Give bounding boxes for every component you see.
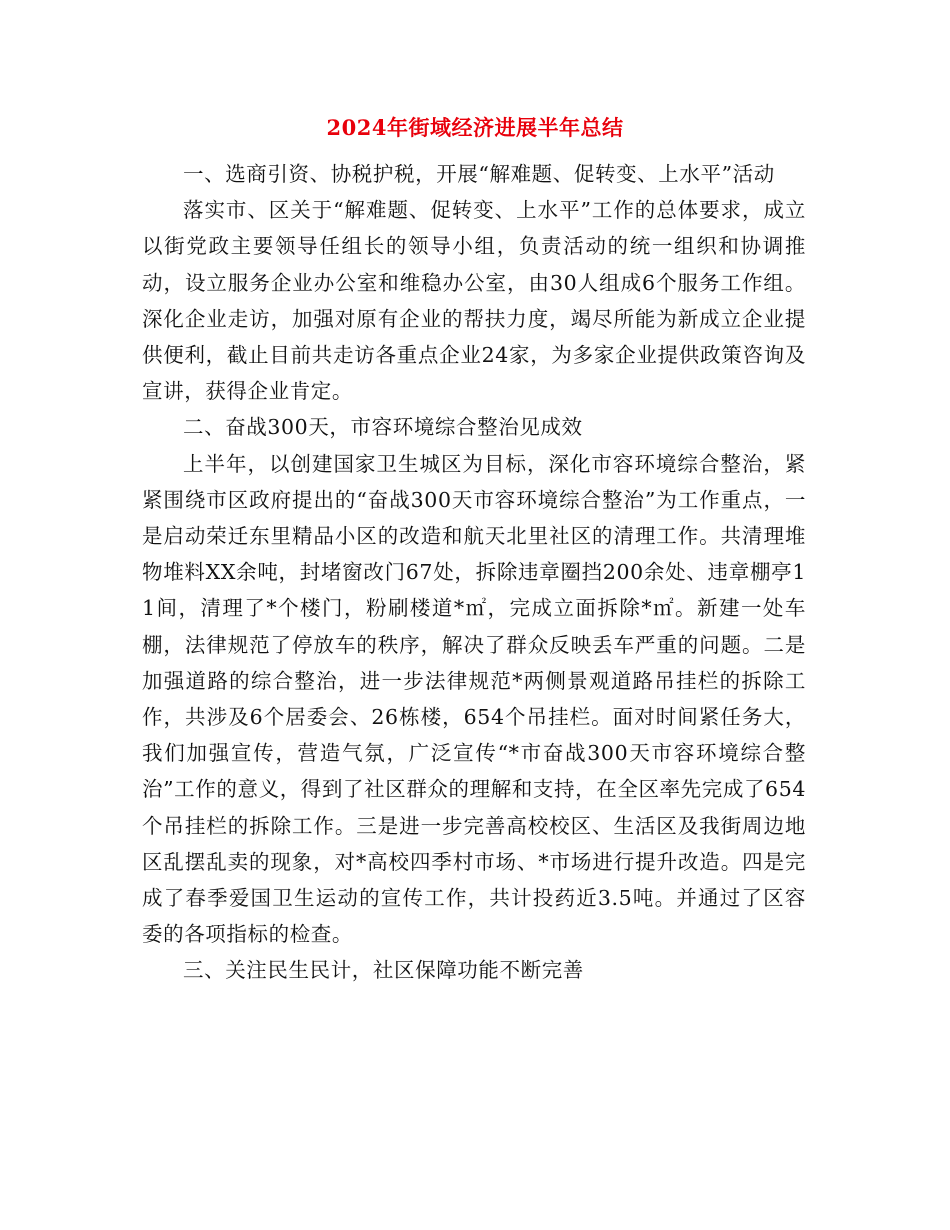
section-heading-2: 二、奋战300天，市容环境综合整治见成效 xyxy=(183,415,583,440)
section-heading-3: 三、关注民生民计，社区保障功能不断完善 xyxy=(183,958,584,983)
document-body xyxy=(142,156,806,989)
section-heading-1: 一、选商引资、协税护税，开展“解难题、促转变、上水平”活动 xyxy=(183,162,775,186)
paragraph-1: 落实市、区关于“解难题、促转变、上水平”工作的总体要求，成立以街党政主要领导任组长的领导小组，负责活动的统一组织和协调推动，设立服务企业办公室和维稳办公室，由30人组成6个服务工作组。深化企业走访，加强对原有企业的帮扶力度，竭尽所能为新成立企业提供便利，截止目前共走访各重点企业24家，为多家企业提供政策咨询及宣讲，获得企业肯定。 xyxy=(142,198,806,404)
document-title: 2024年街域经济进展半年总结 xyxy=(326,115,624,140)
paragraph-2: 上半年，以创建国家卫生城区为目标，深化市容环境综合整治，紧紧围绕市区政府提出的“奋战300天市容环境综合整治”为工作重点，一是启动荣迁东里精品小区的改造和航天北里社区的清理工作。共清理堆物堆料XX余吨，封堵窗改门67处，拆除违章圈挡200余处、违章棚亭11间，清理了*个楼门，粉刷楼道*㎡，完成立面拆除*㎡。新建一处车棚，法律规范了停放车的秩序，解决了群众反映丢车严重的问题。二是加强道路的综合整治，进一步法律规范*两侧景观道路吊挂栏的拆除工作，共涉及6个居委会、26栋楼，654个吊挂栏。面对时间紧任务大，我们加强宣传，营造气氛，广泛宣传“*市奋战300天市容环境综合整治”工作的意义，得到了社区群众的理解和支持，在全区率先完成了654个吊挂栏的拆除工作。三是进一步完善高校校区、生活区及我街周边地区乱摆乱卖的现象，对*高校四季村市场、*市场进行提升改造。四是完成了春季爱国卫生运动的宣传工作，共计投药近3.5吨。并通过了区容委的各项指标的检查。 xyxy=(142,451,806,947)
